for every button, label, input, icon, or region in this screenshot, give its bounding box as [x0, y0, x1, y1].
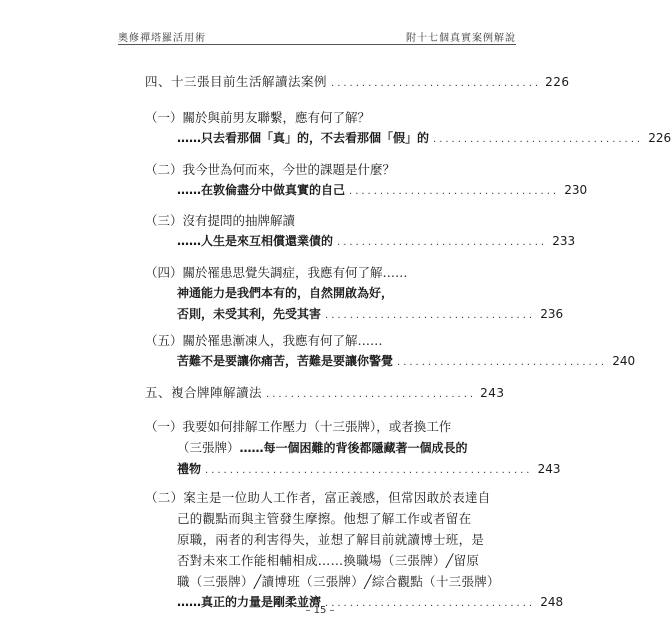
toc-title: （二）案主是一位助人工作者，富正義感，但常因敢於表達自	[145, 490, 491, 505]
toc-page: 236	[540, 307, 564, 321]
leader-dots: ..................................	[349, 186, 560, 197]
toc-subtitle: ……人生是來互相償還業債的	[177, 234, 334, 248]
toc-subtitle: ……在敦倫盡分中做真實的自己	[177, 183, 346, 197]
toc-subtitle: ……真正的力量是剛柔並濟	[177, 595, 322, 609]
toc-subtitle: 苦難不是要讓你痛苦，苦難是要讓你警覺	[177, 354, 394, 368]
toc-title: 五、複合牌陣解讀法	[145, 385, 263, 400]
toc-title: （五）關於罹患漸凍人，我應有何了解……	[145, 333, 383, 348]
leader-dots: ..................................	[331, 78, 542, 89]
toc-entry[interactable]	[145, 262, 564, 326]
leader-dots: ..................................	[325, 310, 536, 321]
page-number: – 15 –	[305, 605, 335, 616]
toc-title: 四、十三張目前生活解讀法案例	[145, 74, 328, 89]
toc-subtitle: ……只去看那個「真」的，不去看那個「假」的	[177, 131, 430, 145]
toc-title-cont: 否對未來工作能相輔相成……換職場（三張牌）╱留原	[177, 553, 480, 568]
toc-title-cont: 己的觀點而與主管發生摩擦。他想了解工作或者留在	[177, 511, 472, 526]
toc-page: 230	[564, 183, 588, 197]
leader-dots: ..................................	[325, 598, 536, 609]
leader-dots: ..................................	[337, 237, 548, 248]
toc-entry[interactable]	[145, 71, 570, 94]
toc-page: 243	[480, 386, 505, 400]
toc-entry[interactable]	[145, 416, 561, 481]
running-header-right: 附十七個真實案例解說	[406, 33, 516, 44]
header-rule	[118, 44, 516, 45]
toc-page: 233	[552, 234, 576, 248]
toc-title: （一）關於與前男友聯繫，應有何了解？	[145, 110, 371, 125]
leader-dots: ..................................	[266, 389, 477, 400]
toc-title: （二）我今世為何而來，今世的課題是什麼？	[145, 162, 396, 177]
toc-entry[interactable]	[145, 107, 671, 150]
toc-entry[interactable]	[145, 330, 636, 373]
toc-entry[interactable]	[145, 487, 564, 614]
toc-subtitle: 神通能力是我們本有的，自然開啟為好，	[177, 286, 394, 300]
toc-title-cont: 職（三張牌）╱讀博班（三張牌）╱綜合觀點（十三張牌）	[177, 574, 500, 589]
toc-title: （三）沒有提問的抽牌解讀	[145, 213, 296, 228]
toc-page: 243	[537, 462, 561, 476]
toc-page: 248	[540, 595, 564, 609]
toc-title: （一）我要如何排解工作壓力（十三張牌），或者換工作	[145, 419, 452, 434]
toc-page: 240	[612, 354, 636, 368]
toc-entry[interactable]	[145, 159, 588, 202]
toc-page: 226	[648, 131, 671, 145]
leader-dots: .....................................................	[205, 465, 533, 476]
toc-entry[interactable]	[145, 382, 505, 405]
toc-subtitle: ……每一個困難的背後都隱藏著一個成長的	[239, 441, 468, 455]
leader-dots: ..................................	[397, 357, 608, 368]
toc-subtitle: 否則，未受其利，先受其害	[177, 307, 322, 321]
toc-title-cont: 原職，兩者的利害得失，並想了解目前就讀博士班，是	[177, 532, 485, 547]
leader-dots: ..................................	[433, 134, 644, 145]
toc-title-cont: （三張牌）	[177, 440, 240, 455]
toc-subtitle: 禮物	[177, 462, 202, 476]
toc-page: 226	[545, 75, 570, 89]
running-header-left: 奧修禪塔羅活用術	[118, 33, 206, 44]
toc-title: （四）關於罹患思覺失調症，我應有何了解……	[145, 265, 408, 280]
toc-entry[interactable]	[145, 210, 576, 253]
